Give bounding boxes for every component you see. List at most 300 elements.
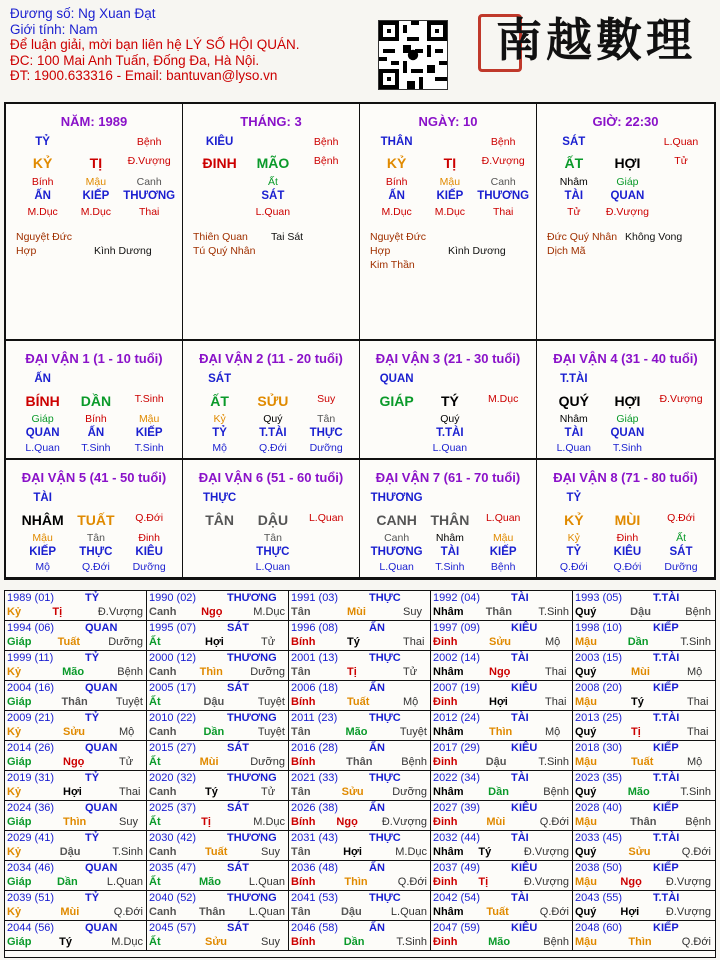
pillar-title: GIỜ: 22:30: [592, 114, 659, 129]
year-cell: [573, 771, 715, 801]
hidden-stem: Kỷ: [567, 532, 580, 544]
year-line: [7, 922, 118, 934]
dai-van-pillar-row: [16, 512, 176, 528]
pillar-row: [193, 176, 353, 188]
year-phase: Thai: [403, 636, 425, 648]
year-phase: Q.Đới: [397, 876, 427, 888]
pillar-cell: Đ.Vượng: [127, 155, 171, 167]
year-label: 2012 (24): [433, 712, 481, 724]
dai-van-stem: ẤT: [210, 393, 229, 409]
year-phase: L.Quan: [248, 906, 285, 918]
year-line: [291, 682, 385, 694]
hidden-gods: [547, 546, 708, 558]
year-line: [149, 772, 277, 784]
year-cell: [147, 771, 289, 801]
pillar-cell: M.Dục: [381, 206, 412, 218]
pillar-cell: TỊ: [89, 155, 103, 171]
hidden-phases: [193, 442, 353, 454]
year-god: THỰC: [369, 652, 401, 664]
year-pillar: [7, 606, 143, 618]
year-cell: [5, 621, 147, 651]
year-phase: Dưỡng: [250, 756, 285, 768]
dai-van-god-row: [193, 373, 353, 385]
hidden-stem: Kỷ: [213, 413, 226, 425]
year-god: THƯƠNG: [227, 592, 277, 604]
year-stem: Tân: [291, 666, 311, 678]
hidden-phases: [370, 561, 530, 573]
hidden-phase: Bệnh: [490, 561, 516, 573]
year-phase: Tuyệt: [257, 696, 285, 708]
year-god: KIẾP: [653, 802, 679, 814]
year-label: 2023 (35): [575, 772, 623, 784]
year-cell: [431, 921, 573, 951]
year-phase: Bệnh: [685, 606, 711, 618]
year-god: T.TÀI: [653, 712, 680, 724]
year-god: TỶ: [85, 892, 100, 904]
dai-van-title: ĐẠI VẬN 2 (11 - 20 tuổi): [199, 351, 343, 366]
year-pillar: [575, 666, 711, 678]
hidden-stem: Nhâm: [435, 532, 464, 544]
dai-van-3: [360, 341, 537, 459]
pillar-row: [370, 206, 530, 218]
year-stem: Đinh: [433, 756, 458, 768]
hidden-gods: [370, 427, 530, 439]
year-stem: Mậu: [575, 756, 597, 768]
year-god: T.TÀI: [653, 592, 680, 604]
pillar-row: [370, 176, 530, 188]
hidden-phase: [370, 442, 423, 454]
hidden-phase: Mộ: [212, 442, 227, 454]
year-cell: [289, 861, 431, 891]
year-god: SÁT: [227, 622, 249, 634]
year-line: [433, 862, 538, 874]
year-stem: Bính: [291, 936, 316, 948]
year-branch: Tý: [631, 696, 644, 708]
pillar-cell: M.Dục: [27, 206, 58, 218]
year-branch: Dần: [56, 876, 78, 888]
pillar-cell: SÁT: [562, 136, 586, 148]
hidden-god: THỰC: [309, 427, 343, 439]
year-phase: Suy: [261, 936, 280, 948]
year-label: 2022 (34): [433, 772, 481, 784]
year-label: 2005 (17): [149, 682, 197, 694]
pillar-cell: Giáp: [616, 176, 639, 188]
hidden-stems: [370, 413, 530, 425]
year-phase: Tuyệt: [257, 726, 285, 738]
year-branch: Dậu: [630, 606, 651, 618]
star-name: Tai Sát: [271, 231, 304, 243]
pillar-cell: L.Quan: [663, 136, 699, 148]
year-line: [575, 682, 679, 694]
hidden-god: THƯƠNG: [370, 546, 423, 558]
pillar-stars: [547, 230, 682, 258]
dai-van-title: ĐẠI VẬN 1 (1 - 10 tuổi): [25, 351, 163, 366]
year-line: [291, 652, 401, 664]
star-line: [547, 230, 682, 244]
year-pillar: [149, 876, 285, 888]
year-pillar: [149, 666, 285, 678]
year-pillar: [149, 816, 285, 828]
dai-van-god: THƯƠNG: [370, 492, 423, 504]
year-stem: Nhâm: [433, 666, 464, 678]
year-stem: Giáp: [7, 936, 32, 948]
year-label: 2030 (42): [149, 832, 197, 844]
year-pillar: [575, 726, 711, 738]
hidden-phase: Dưỡng: [309, 442, 343, 454]
year-pillar: [149, 936, 285, 948]
hidden-stem: Bính: [85, 413, 107, 425]
year-stem: Bính: [291, 636, 316, 648]
year-stem: Đinh: [433, 636, 458, 648]
year-pillar: [149, 846, 285, 858]
year-god: ẤN: [369, 682, 385, 694]
year-god: THƯƠNG: [227, 652, 277, 664]
hidden-stems: [16, 532, 176, 544]
year-stem: Canh: [149, 606, 177, 618]
hidden-gods: [547, 427, 708, 439]
year-stem: Bính: [291, 876, 316, 888]
pillar-row: [547, 190, 708, 202]
year-god: SÁT: [227, 802, 249, 814]
hidden-stem: Tân: [86, 532, 105, 544]
year-cell: [289, 771, 431, 801]
dai-van-branch: MÙI: [614, 512, 641, 528]
year-cell: [147, 651, 289, 681]
pillar-cell: Tử: [567, 206, 581, 218]
year-line: [7, 892, 100, 904]
year-line: [433, 712, 529, 724]
year-phase: M.Dục: [395, 846, 427, 858]
year-stem: Giáp: [7, 816, 32, 828]
hidden-stem: [370, 413, 423, 425]
year-label: 2024 (36): [7, 802, 55, 814]
pillar-cell: Ất: [267, 176, 278, 188]
year-pillar: [291, 606, 427, 618]
year-cell: [5, 681, 147, 711]
year-line: [149, 622, 249, 634]
hidden-god: T.TÀI: [259, 427, 287, 439]
year-branch: Ngọ: [620, 876, 642, 888]
dai-van-pillar-row: [370, 393, 530, 409]
dai-van-branch: TUẤT: [77, 512, 115, 528]
dai-van-title: ĐẠI VẬN 4 (31 - 40 tuổi): [553, 351, 698, 366]
pillar-row: [547, 206, 708, 218]
year-line: [433, 592, 529, 604]
year-pillar: [575, 816, 711, 828]
year-pillar: [575, 696, 711, 708]
year-stem: Kỷ: [7, 606, 22, 618]
year-cell: [5, 591, 147, 621]
dai-van-stem: TÂN: [205, 512, 235, 528]
hidden-god: T.TÀI: [436, 427, 464, 439]
contact-line: Để luận giải, mời bạn liên hệ LÝ SỐ HỘI QUÁN.: [10, 37, 300, 52]
pillar-cell: ẤN: [34, 190, 51, 202]
pillar-cell: Mậu: [439, 176, 461, 188]
year-line: [149, 742, 249, 754]
year-phase: Tuyệt: [115, 696, 143, 708]
year-label: 2016 (28): [291, 742, 339, 754]
pillar-stars: [16, 230, 152, 258]
year-line: [291, 862, 385, 874]
year-cell: [431, 621, 573, 651]
year-stem: Quý: [575, 606, 597, 618]
year-pillar: [149, 756, 285, 768]
year-phase: Bệnh: [117, 666, 143, 678]
year-god: KIÊU: [511, 802, 538, 814]
year-label: 2018 (30): [575, 742, 623, 754]
year-stem: Đinh: [433, 936, 458, 948]
year-stem: Kỷ: [7, 726, 22, 738]
hidden-gods: [16, 546, 176, 558]
year-line: [575, 772, 680, 784]
year-cell: [289, 681, 431, 711]
year-branch: Tý: [478, 846, 492, 858]
year-stem: Ất: [149, 876, 161, 888]
pillar-title: NGÀY: 10: [418, 114, 478, 129]
year-pillar: [291, 906, 427, 918]
star-name: Kình Dương: [448, 245, 506, 257]
year-line: [7, 802, 118, 814]
year-line: [433, 922, 538, 934]
hidden-stem: Quý: [263, 413, 283, 425]
star-name: Đức Quý Nhân: [547, 231, 618, 243]
year-pillar: [7, 816, 143, 828]
year-cell: [289, 591, 431, 621]
dai-van-row-2: [4, 460, 716, 580]
year-line: [149, 652, 277, 664]
year-stem: Mậu: [575, 816, 597, 828]
hidden-phases: [16, 561, 176, 573]
star-line: [370, 230, 506, 258]
phone-email-line[interactable]: ĐT: 1900.633316 - Email: bantuvan@lyso.vn: [10, 68, 278, 83]
hidden-gods: [193, 546, 353, 558]
pillar-cell: MÃO: [256, 155, 290, 171]
year-pillar: [433, 936, 569, 948]
year-branch: Sửu: [628, 846, 651, 858]
pillar-cell: [193, 176, 246, 188]
year-cell: [573, 861, 715, 891]
year-branch: Thân: [61, 696, 88, 708]
year-pillar: [291, 846, 427, 858]
dai-van-god-row: [370, 492, 530, 504]
year-phase: Tử: [261, 786, 276, 798]
pillar-cell: Bính: [385, 176, 408, 188]
year-line: [7, 772, 100, 784]
year-cell: [147, 681, 289, 711]
year-god: TÀI: [511, 772, 529, 784]
hidden-god: [654, 427, 708, 439]
year-cell: [431, 891, 573, 921]
pillar-cell: TỶ: [35, 136, 50, 148]
year-god: KIÊU: [511, 622, 538, 634]
year-branch: Dần: [203, 726, 225, 738]
year-cell: [147, 741, 289, 771]
year-label: 2008 (20): [575, 682, 623, 694]
pillar-title: THÁNG: 3: [240, 114, 302, 129]
year-line: [149, 712, 277, 724]
year-pillar: [7, 876, 143, 888]
year-branch: Sửu: [341, 786, 364, 798]
year-stem: Nhâm: [433, 906, 464, 918]
year-label: 2021 (33): [291, 772, 339, 784]
star-name: Nguyệt Đức Hợp: [16, 231, 73, 257]
dai-van-title: ĐẠI VẬN 8 (71 - 80 tuổi): [553, 470, 698, 485]
year-phase: Tử: [403, 666, 418, 678]
year-phase: Đ.Vượng: [665, 906, 711, 918]
year-stem: Quý: [575, 726, 597, 738]
year-god: KIẾP: [653, 922, 679, 934]
year-cell: [431, 771, 573, 801]
year-label: 1997 (09): [433, 622, 481, 634]
star-name: Tú Quý Nhân: [193, 245, 256, 257]
year-pillar: [433, 786, 569, 798]
pillar-cell: ẤT: [564, 155, 584, 171]
hidden-stem: Đinh: [138, 532, 160, 544]
year-branch: Thìn: [344, 876, 368, 888]
year-line: [149, 862, 249, 874]
dai-van-stem: GIÁP: [379, 393, 414, 409]
year-label: 2006 (18): [291, 682, 339, 694]
hidden-phase: L.Quan: [556, 442, 592, 454]
year-stem: Ất: [149, 816, 161, 828]
year-god: ẤN: [369, 802, 385, 814]
year-cell: [289, 801, 431, 831]
hidden-phase: Dưỡng: [132, 561, 166, 573]
dai-van-phase: M.Dục: [487, 393, 519, 405]
year-god: ẤN: [369, 862, 385, 874]
year-label: 2035 (47): [149, 862, 197, 874]
hidden-stem: Đinh: [616, 532, 639, 544]
year-branch: Ngọ: [336, 816, 358, 828]
year-line: [433, 682, 538, 694]
pillar-cell: [300, 190, 353, 202]
pillar-1: [183, 104, 360, 340]
year-stem: Ất: [149, 756, 161, 768]
hidden-phase: L.Quan: [25, 442, 60, 454]
pillar-row: [193, 136, 353, 148]
hidden-god: KIẾP: [29, 546, 57, 558]
year-label: 2003 (15): [575, 652, 623, 664]
year-line: [575, 592, 680, 604]
pillar-cell: KIÊU: [205, 136, 234, 148]
year-pillar: [575, 936, 711, 948]
year-phase: L.Quan: [248, 876, 285, 888]
year-branch: Mão: [345, 726, 368, 738]
year-stem: Canh: [149, 906, 177, 918]
year-god: TÀI: [511, 712, 529, 724]
dai-van-branch: DẦN: [80, 393, 112, 409]
hidden-phases: [547, 442, 708, 454]
year-line: [433, 622, 538, 634]
year-pillar: [291, 936, 427, 948]
address-line: ĐC: 100 Mai Anh Tuấn, Đống Đa, Hà Nội.: [10, 52, 260, 68]
star-name: Dịch Mã: [547, 245, 586, 257]
year-cell: [289, 711, 431, 741]
year-pillar: [433, 606, 569, 618]
year-cell: [147, 711, 289, 741]
dai-van-god-row: [16, 492, 176, 504]
dai-van-god-row: [547, 373, 708, 385]
pillar-cell: Tử: [674, 155, 688, 167]
year-label: 2004 (16): [7, 682, 55, 694]
year-phase: Đ.Vượng: [665, 876, 711, 888]
dai-van-god: TỶ: [566, 492, 582, 504]
year-cell: [573, 591, 715, 621]
year-line: [291, 622, 385, 634]
year-pillar: [7, 696, 143, 708]
dai-van-pillar-row: [547, 393, 708, 409]
qr-code-icon[interactable]: [378, 20, 448, 90]
star-line: [193, 230, 303, 244]
year-phase: Suy: [119, 816, 138, 828]
year-stem: Quý: [575, 906, 597, 918]
year-label: 2031 (43): [291, 832, 339, 844]
pillar-cell: TÀI: [564, 190, 584, 202]
year-cell: [573, 921, 715, 951]
year-label: 2034 (46): [7, 862, 55, 874]
hidden-stem: Canh: [384, 532, 410, 544]
gender: Giới tính: Nam: [10, 21, 98, 37]
year-pillar: [149, 726, 285, 738]
year-branch: Mùi: [631, 666, 650, 678]
year-label: 2011 (23): [291, 712, 338, 724]
year-cell: [573, 891, 715, 921]
pillar-cell: Nhâm: [559, 176, 588, 188]
year-stem: Quý: [575, 846, 597, 858]
dai-van-2: [183, 341, 360, 459]
year-label: 2037 (49): [433, 862, 481, 874]
year-label: 2038 (50): [575, 862, 623, 874]
hidden-stem: Quý: [440, 413, 460, 425]
hidden-phase: T.Sinh: [81, 442, 111, 454]
year-branch: Tý: [59, 936, 72, 948]
year-god: KIẾP: [653, 622, 679, 634]
dai-van-pillar-row: [193, 512, 353, 528]
pillar-row: [16, 190, 176, 202]
year-cell: [431, 711, 573, 741]
pillar-2: [360, 104, 537, 340]
year-label: 2000 (12): [149, 652, 197, 664]
year-pillar: [291, 816, 427, 828]
hidden-gods: [370, 546, 530, 558]
year-phase: Đ.Vượng: [97, 606, 143, 618]
year-cell: [289, 831, 431, 861]
year-god: THỰC: [369, 772, 401, 784]
year-stem: Giáp: [7, 876, 32, 888]
year-label: 2036 (48): [291, 862, 339, 874]
year-phase: Tử: [261, 636, 276, 648]
dai-van-god: SÁT: [208, 373, 232, 385]
year-cell: [289, 621, 431, 651]
dai-van-branch: TÝ: [440, 393, 459, 409]
year-label: 2048 (60): [575, 922, 623, 934]
year-line: [433, 742, 538, 754]
year-god: SÁT: [227, 682, 249, 694]
year-pillar: [291, 786, 427, 798]
year-line: [291, 742, 385, 754]
dai-van-phase: Suy: [317, 393, 336, 405]
year-phase: Thai: [687, 726, 709, 738]
year-branch: Mùi: [347, 606, 366, 618]
year-cell: [573, 801, 715, 831]
year-branch: Thân: [630, 816, 657, 828]
pillar-cell: Canh: [490, 176, 516, 188]
year-branch: Mùi: [486, 816, 506, 828]
header-info: [10, 6, 299, 84]
pillar-cell: THƯƠNG: [477, 190, 530, 202]
dai-van-branch: DẬU: [257, 512, 289, 528]
pillar-cell: THƯƠNG: [123, 190, 176, 202]
